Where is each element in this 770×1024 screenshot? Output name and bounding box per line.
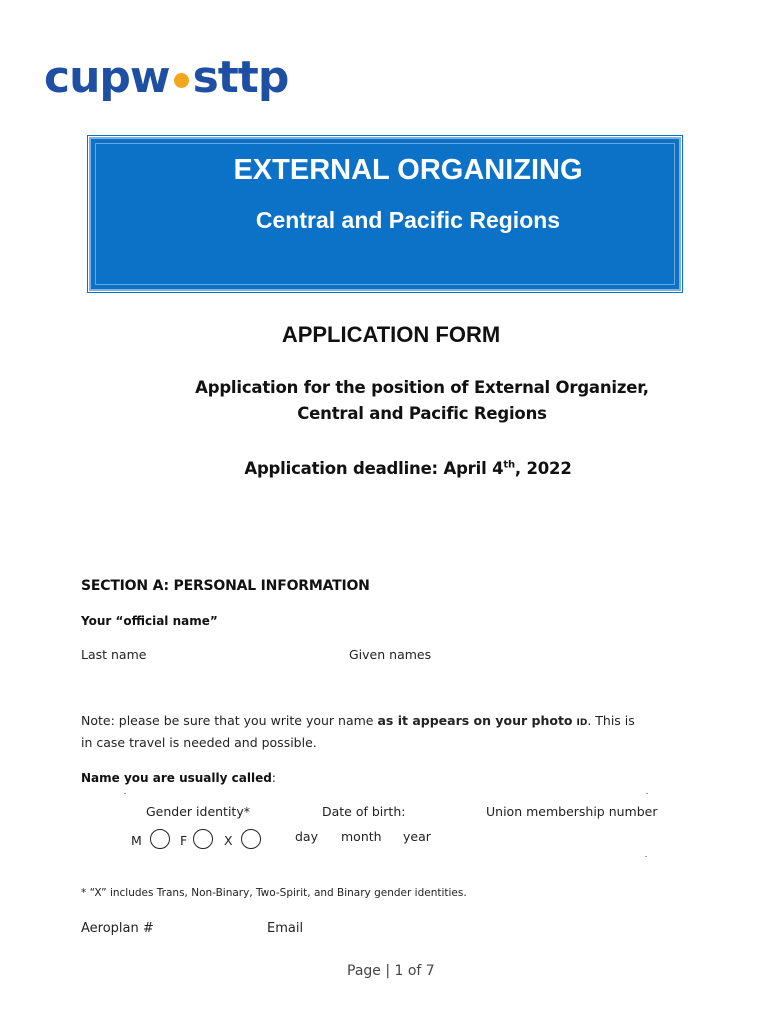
usually-called-field[interactable] bbox=[81, 771, 276, 785]
banner-title: EXTERNAL ORGANIZING bbox=[233, 154, 583, 186]
gender-option-x-label: X bbox=[224, 833, 233, 848]
gender-option-f-label: F bbox=[180, 833, 188, 848]
usually-called-colon: : bbox=[271, 771, 276, 785]
logo-text-right: sttp bbox=[192, 52, 289, 103]
date-of-birth-label: Date of birth: bbox=[322, 804, 406, 819]
page-number: Page | 1 of 7 bbox=[347, 963, 435, 979]
last-name-label[interactable]: Last name bbox=[81, 647, 147, 662]
deadline-suffix: , 2022 bbox=[514, 459, 572, 478]
usually-called-label: Name you are usually called bbox=[81, 771, 272, 785]
position-line-2: Central and Pacific Regions bbox=[297, 404, 547, 423]
note-suffix: . This is in case travel is needed and possible. bbox=[81, 713, 635, 750]
name-note bbox=[81, 711, 641, 752]
form-title: APPLICATION FORM bbox=[281, 322, 501, 347]
union-membership-label[interactable]: Union membership number bbox=[486, 804, 658, 819]
deadline-superscript: th bbox=[503, 459, 515, 471]
position-line-1: Application for the position of External Organizer, bbox=[195, 378, 649, 397]
note-id: ID bbox=[576, 718, 588, 728]
dob-year-field[interactable]: year bbox=[403, 829, 431, 844]
email-label[interactable]: Email bbox=[267, 921, 304, 936]
application-deadline bbox=[0, 459, 770, 478]
gender-footnote: * “X” includes Trans, Non-Binary, Two-Spirit, and Binary gender identities. bbox=[81, 887, 467, 899]
logo-dot bbox=[174, 73, 189, 88]
logo-text-left: cupw bbox=[44, 52, 170, 103]
gender-radio-m[interactable] bbox=[150, 829, 170, 849]
gender-option-m-label: M bbox=[131, 833, 142, 848]
note-prefix: Note: please be sure that you write your name bbox=[81, 713, 378, 728]
aeroplan-label[interactable]: Aeroplan # bbox=[81, 921, 154, 936]
field-marker bbox=[646, 793, 648, 794]
gender-radio-f[interactable] bbox=[193, 829, 213, 849]
dob-month-field[interactable]: month bbox=[341, 829, 382, 844]
cupw-sttp-logo bbox=[44, 52, 289, 103]
field-marker bbox=[124, 793, 126, 794]
section-a-heading: SECTION A: PERSONAL INFORMATION bbox=[81, 578, 370, 594]
gender-radio-x[interactable] bbox=[241, 829, 261, 849]
banner-subtitle: Central and Pacific Regions bbox=[255, 207, 561, 233]
dob-day-field[interactable]: day bbox=[295, 829, 318, 844]
note-bold: as it appears on your photo bbox=[377, 713, 573, 728]
field-marker bbox=[645, 856, 647, 857]
deadline-prefix: Application deadline: April 4 bbox=[244, 459, 504, 478]
official-name-label: Your “official name” bbox=[81, 614, 218, 628]
gender-identity-label: Gender identity* bbox=[146, 804, 250, 819]
given-names-label[interactable]: Given names bbox=[349, 647, 432, 662]
